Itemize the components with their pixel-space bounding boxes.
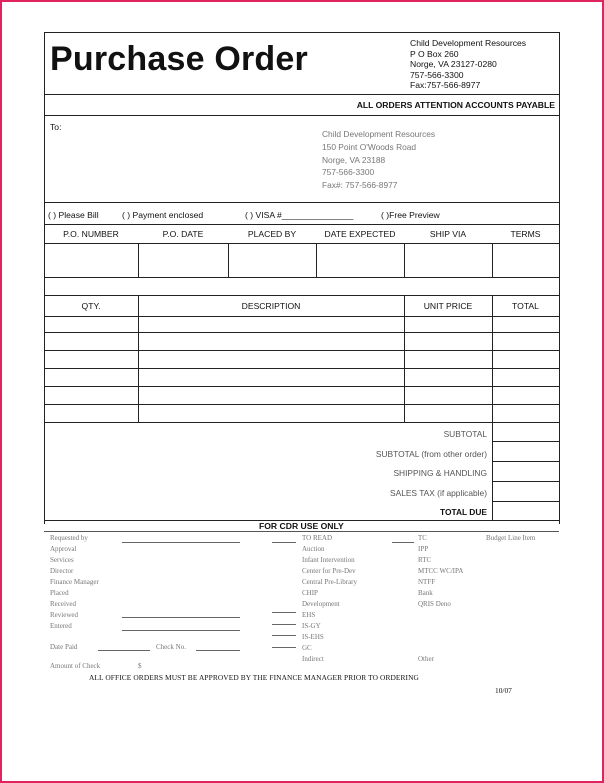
terms-field[interactable] <box>493 244 559 276</box>
subtotal-field[interactable] <box>493 423 559 441</box>
table-row[interactable] <box>44 386 559 387</box>
sales-tax-label: SALES TAX (if applicable) <box>390 488 487 498</box>
finance-manager-label: Finance Manager <box>50 578 99 586</box>
table-row[interactable] <box>44 422 559 423</box>
program-label: Central Pre-Library <box>302 578 358 586</box>
services-label: Services <box>50 556 74 564</box>
program-label: IS-EHS <box>302 633 324 641</box>
requested-by-line[interactable] <box>122 542 240 543</box>
divider <box>44 115 559 116</box>
program-label: NTFF <box>418 578 436 586</box>
divider <box>44 202 559 203</box>
attention-notice: ALL ORDERS ATTENTION ACCOUNTS PAYABLE <box>356 100 555 110</box>
divider <box>44 316 559 317</box>
payment-enclosed-option[interactable]: ( ) Payment enclosed <box>122 210 204 220</box>
program-label: RTC <box>418 556 432 564</box>
program-label: Auction <box>302 545 325 553</box>
company-line: Fax:757-566-8977 <box>410 80 481 91</box>
director-label: Director <box>50 567 74 575</box>
program-label: MTCC WC/IPA <box>418 567 464 575</box>
entered-label: Entered <box>50 622 72 630</box>
program-label: TO READ <box>302 534 333 542</box>
received-label: Received <box>50 600 77 608</box>
qty-header: QTY. <box>81 301 101 311</box>
placed-by-field[interactable] <box>229 244 316 276</box>
other-label: Other <box>418 655 434 663</box>
ship-to-line: Child Development Resources <box>322 129 436 139</box>
ship-via-header: SHIP VIA <box>429 229 467 239</box>
program-label: IPP <box>418 545 429 553</box>
cdr-check-line[interactable] <box>392 542 414 543</box>
table-row[interactable] <box>44 350 559 351</box>
to-address-field[interactable] <box>70 124 300 198</box>
ship-via-field[interactable] <box>405 244 492 276</box>
ship-to-address <box>322 128 435 192</box>
budget-line-item-label: Budget Line Item <box>486 534 536 542</box>
program-label: EHS <box>302 611 316 619</box>
company-address <box>410 38 526 91</box>
program-label: Center for Pre-Dev <box>302 567 356 575</box>
cdr-check-line[interactable] <box>272 612 296 613</box>
table-row[interactable] <box>44 332 559 333</box>
form-right-border <box>559 32 560 524</box>
company-line: 757-566-3300 <box>410 69 464 80</box>
cdr-check-line[interactable] <box>272 635 296 636</box>
subtotal-label: SUBTOTAL <box>443 429 487 439</box>
program-label: Development <box>302 600 340 608</box>
cdr-use-heading: FOR CDR USE ONLY <box>259 521 344 531</box>
total-due-label: TOTAL DUE <box>440 507 487 517</box>
form-top-border <box>44 32 559 33</box>
total-due-field[interactable] <box>493 502 559 520</box>
table-row[interactable] <box>44 368 559 369</box>
ship-to-line: 150 Point O'Woods Road <box>322 141 417 152</box>
program-label: QRIS Deno <box>418 600 451 608</box>
terms-header: TERMS <box>510 229 541 239</box>
dollar-sign: $ <box>138 662 142 670</box>
reviewed-line[interactable] <box>122 617 240 618</box>
program-label: Infant Intervention <box>302 556 355 564</box>
amount-of-check-label: Amount of Check <box>50 662 101 670</box>
table-row[interactable] <box>44 404 559 405</box>
divider <box>44 224 559 225</box>
unit-price-header: UNIT PRICE <box>423 301 473 311</box>
to-label: To: <box>50 122 62 132</box>
ship-to-line: Fax#: 757-566-8977 <box>322 180 398 191</box>
program-label: Bank <box>418 589 433 597</box>
divider <box>44 295 559 296</box>
date-paid-label: Date Paid <box>50 643 78 651</box>
visa-option[interactable]: ( ) VISA #_______________ <box>245 210 354 220</box>
free-preview-option[interactable]: ( )Free Preview <box>381 210 440 220</box>
ship-to-line: 757-566-3300 <box>322 167 375 178</box>
date-expected-header: DATE EXPECTED <box>324 229 396 239</box>
requested-by-label: Requested by <box>50 534 88 542</box>
date-paid-line[interactable] <box>98 650 150 651</box>
program-label: TC <box>418 534 427 542</box>
shipping-handling-label: SHIPPING & HANDLING <box>393 468 487 478</box>
company-line: Norge, VA 23127-0280 <box>410 59 497 70</box>
description-header: DESCRIPTION <box>241 301 301 311</box>
program-label: CHIP <box>302 589 318 597</box>
check-no-line[interactable] <box>196 650 240 651</box>
cdr-check-line[interactable] <box>272 542 296 543</box>
cdr-check-line[interactable] <box>272 647 296 648</box>
placed-label: Placed <box>50 589 69 597</box>
ship-to-line: Norge, VA 23188 <box>322 154 386 165</box>
total-header: TOTAL <box>512 301 539 311</box>
program-label: Indirect <box>302 655 324 663</box>
divider <box>44 531 559 532</box>
entered-line[interactable] <box>122 630 240 631</box>
divider <box>44 277 559 278</box>
po-date-header: P.O. DATE <box>162 229 204 239</box>
cdr-check-line[interactable] <box>272 624 296 625</box>
po-number-field[interactable] <box>45 244 138 276</box>
placed-by-header: PLACED BY <box>247 229 297 239</box>
approval-label: Approval <box>50 545 77 553</box>
column-divider <box>404 295 405 422</box>
column-divider <box>138 295 139 422</box>
sales-tax-field[interactable] <box>493 482 559 500</box>
revision-date: 10/07 <box>495 686 512 695</box>
form-left-border <box>44 32 45 524</box>
subtotal-other-field[interactable] <box>493 442 559 460</box>
check-no-label: Check No. <box>156 643 186 651</box>
shipping-handling-field[interactable] <box>493 462 559 480</box>
divider <box>44 94 559 95</box>
program-label: GC <box>302 644 312 652</box>
please-bill-option[interactable]: ( ) Please Bill <box>48 210 99 220</box>
approval-note: ALL OFFICE ORDERS MUST BE APPROVED BY THE FINANCE MANAGER PRIOR TO ORDERING <box>89 673 419 682</box>
subtotal-other-label: SUBTOTAL (from other order) <box>375 449 487 459</box>
page-title: Purchase Order <box>50 40 308 78</box>
date-expected-field[interactable] <box>317 244 404 276</box>
reviewed-label: Reviewed <box>50 611 78 619</box>
po-number-header: P.O. NUMBER <box>63 229 119 239</box>
company-line: Child Development Resources <box>410 38 527 48</box>
company-line: P O Box 260 <box>410 48 459 59</box>
program-label: IS-GY <box>302 622 321 630</box>
po-date-field[interactable] <box>139 244 228 276</box>
